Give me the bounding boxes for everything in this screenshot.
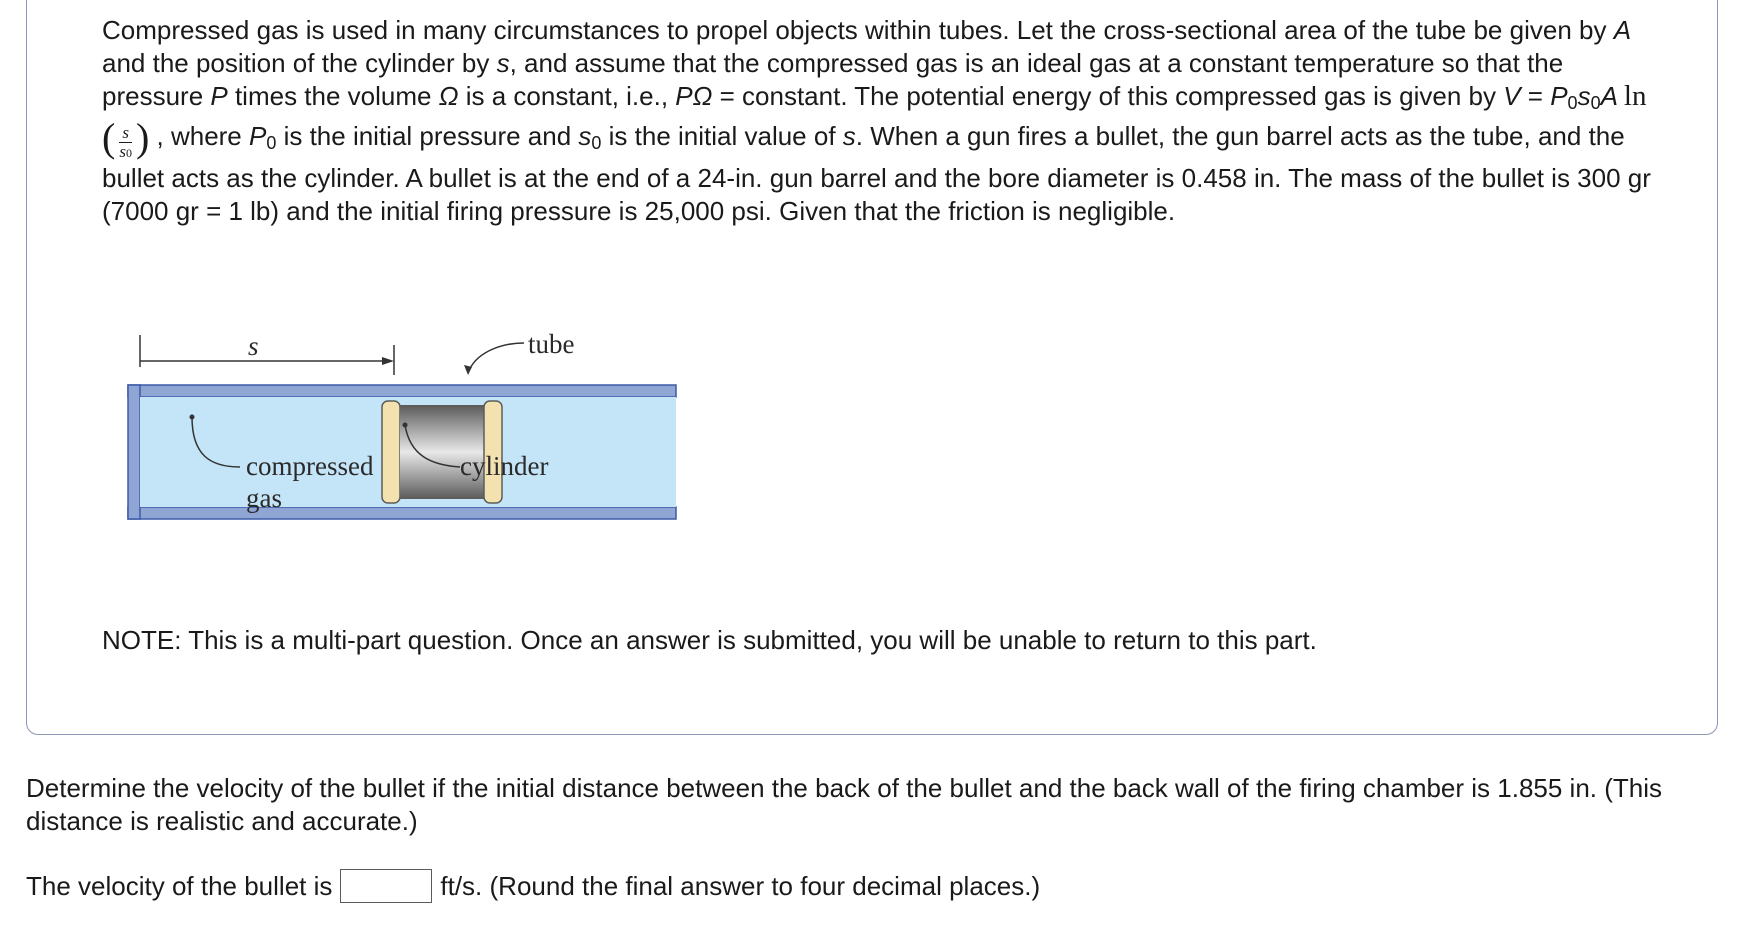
equals-sign: = [1520,81,1551,111]
problem-text-3: , and assume that the compressed gas is an ideal gas at a constant temperature so that the pressure [102,48,1564,111]
dimension-s [140,335,394,375]
paren-open: ( [102,115,116,160]
tube-leader [468,343,524,373]
problem-text-1: Compressed gas is used in many circumstances to propel objects within tubes. Let the cross-sectional area of the tube be given by [102,15,1614,45]
fraction-denominator [119,143,132,162]
fraction-den-sub: 0 [125,146,132,160]
answer-row [26,868,1040,904]
subscript-0: 0 [1567,93,1578,113]
multi-part-note: NOTE: This is a multi-part question. Once an answer is submitted, you will be unable to return to this part. [102,625,1317,655]
tube-back-wall [128,385,140,519]
var-p-omega: PΩ [675,81,713,111]
subscript-0d: 0 [591,133,602,153]
label-tube: tube [528,329,575,359]
var-s0: s [1577,81,1591,111]
problem-text-5: is a constant, i.e., [458,81,676,111]
subscript-0c: 0 [266,133,277,153]
fraction-s-over-s0 [119,124,132,162]
problem-text-8: is the initial pressure and [276,121,579,151]
fraction-numerator: s [119,124,132,143]
var-V: V [1503,81,1521,111]
answer-prefix: The velocity of the bullet is [26,870,333,901]
problem-text-9: is the initial value of [601,121,843,151]
fraction-den-s: s [119,142,126,161]
var-A2: A [1600,81,1618,111]
var-P: P [210,81,228,111]
label-compressed: compressed [246,451,374,481]
var-s: s [496,48,510,78]
velocity-answer-input[interactable] [340,869,432,903]
var-omega: Ω [438,81,459,111]
problem-text-6: = constant. The potential energy of this compressed gas is given by [712,81,1504,111]
label-cylinder: cylinder [460,451,549,481]
tube-top-wall [128,385,676,397]
tube-diagram [120,325,680,570]
var-s0b: s [578,121,592,151]
label-s: s [248,331,259,361]
question-text: Determine the velocity of the bullet if the initial distance between the back of the bullet and the back wall of the firing chamber is 1.855 in. (This distance is realistic and accurate.) [26,773,1663,836]
label-gas: gas [246,483,282,513]
problem-text-7: , where [149,121,249,151]
var-sb: s [842,121,856,151]
answer-suffix: ft/s. (Round the final answer to four decimal places.) [440,870,1041,901]
subscript-0b: 0 [1590,93,1601,113]
problem-text-10: . When a gun fires a bullet, the gun barrel acts as the tube, and the bullet acts as the cylinder. A bullet is at the end of a 24-in. gun barrel and the bore diameter is 0.458 in. The mass of the bullet is 300 gr (7000 gr = 1 lb) and the initial firing pressure is 25,000 psi. Given that the friction is negligible. [102,121,1651,226]
ln-function: ln [1623,80,1647,112]
problem-text-4: times the volume [227,81,439,111]
var-A: A [1613,15,1632,45]
tube-bottom-wall [128,507,676,519]
var-P0b: P [249,121,267,151]
paren-close: ) [135,115,150,160]
problem-text-2: and the position of the cylinder by [102,48,497,78]
problem-statement [102,14,1662,228]
var-P0: P [1550,81,1568,111]
